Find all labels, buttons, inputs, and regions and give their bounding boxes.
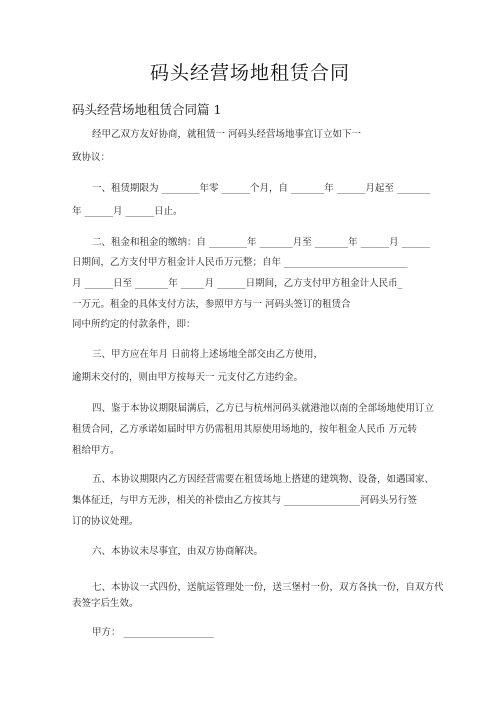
clause-2-line-2: 日期间，乙方支付甲方租金计人民币万元整；自年 __________________________ [72, 257, 408, 268]
paragraph-intro-line-2: 致协议： [72, 152, 111, 163]
clause-2-line-5: 同中所约定的付款条件，即： [72, 319, 196, 330]
clause-7-line-1: 七、本协议一式四份，送航运管理处一份，送三堡村一份，双方各执一份，自双方代 [92, 582, 444, 593]
clause-4-line-1: 四、鉴于本协议期限届满后，乙方已与杭州河码头就港池以南的全部场地使用订立 [92, 403, 435, 414]
document-title: 码头经营场地租赁合同 [149, 62, 350, 84]
paragraph-intro-line-1: 经甲乙双方友好协商，就租赁一 河码头经营场地事宜订立如下一 [92, 129, 362, 140]
clause-5-line-2: 集体征迁，与甲方无涉，相关的补偿由乙方按其与 ________________河码头另行签 [72, 495, 418, 506]
party-a-signature-line: 甲方： ___________________ [92, 627, 214, 638]
clause-7-line-2: 表签字后生效。 [72, 598, 139, 609]
clause-6-line-1: 六、本协议未尽事宜，由双方协商解决。 [92, 546, 264, 557]
clause-4-line-3: 租给甲方。 [72, 445, 120, 456]
clause-1-line-1: 一、租赁期限为 ________年零 ______个月，自 _______年 ______月起至 _______ [92, 183, 431, 194]
clause-2-line-4: 一万元。租金的具体支付方法，参照甲方与一 河码头签订的租赁合 [72, 299, 351, 310]
clause-3-line-2: 逾期未交付的，则由甲方按每天一 元支付乙方违约金。 [72, 372, 304, 383]
document-subtitle: 码头经营场地租赁合同篇 1 [72, 102, 222, 117]
clause-3-line-1: 三、甲方应在年月 日前将上述场地全部交由乙方使用， [92, 349, 324, 360]
clause-1-line-2: 年 ______月 ______日止。 [72, 206, 183, 217]
clause-4-line-2: 租赁合同，乙方承诺如届时甲方仍需租用其原使用场地的，按年租金人民币 万元转 [72, 424, 418, 435]
clause-2-line-3: 月 ______日至 _______年 _____月 ______日期间，乙方支付甲方租金计人民币_ [72, 278, 403, 289]
clause-5-line-3: 订的协议处理。 [72, 516, 139, 527]
clause-2-line-1: 二、租金和租金的缴纳：自 ________年 _______月至 _______年 ______月 ______ [92, 237, 431, 248]
clause-5-line-1: 五、本协议期限内乙方因经营需要在租赁场地上搭建的建筑物、设备，如遇国家、 [92, 474, 435, 485]
